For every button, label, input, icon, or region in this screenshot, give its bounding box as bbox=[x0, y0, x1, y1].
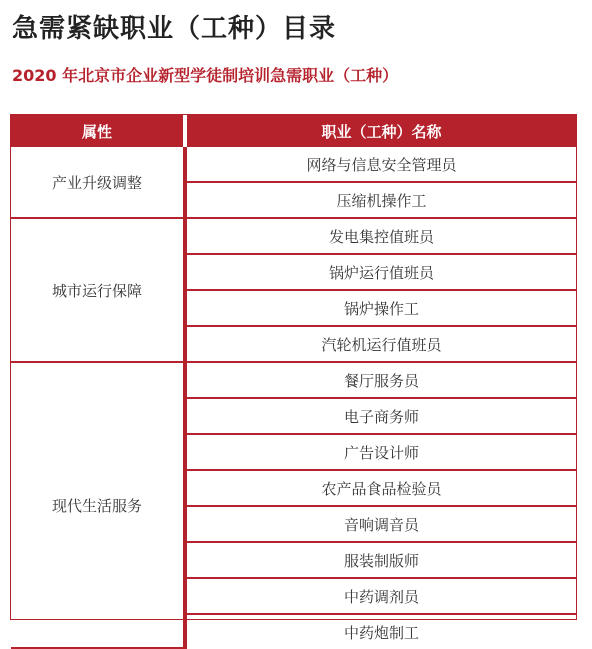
table-row bbox=[11, 219, 576, 255]
occupation-cell: 网络与信息安全管理员 bbox=[187, 147, 576, 183]
occupation-table-container bbox=[10, 114, 577, 642]
occupation-cell: 汽轮机运行值班员 bbox=[187, 327, 576, 363]
header-occupation-name: 职业（工种）名称 bbox=[187, 115, 576, 147]
category-cell: 城市运行保障 bbox=[11, 219, 187, 363]
occupation-cell: 电子商务师 bbox=[187, 399, 576, 435]
occupation-cell: 服装制版师 bbox=[187, 543, 576, 579]
occupation-cell: 音响调音员 bbox=[187, 507, 576, 543]
occupation-cell: 餐厅服务员 bbox=[187, 363, 576, 399]
category-cell: 现代生活服务 bbox=[11, 363, 187, 649]
occupation-cell: 发电集控值班员 bbox=[187, 219, 576, 255]
page-subtitle: 2020 年北京市企业新型学徒制培训急需职业（工种） bbox=[12, 66, 399, 85]
occupation-cell: 中药炮制工 bbox=[343, 623, 419, 642]
table-row bbox=[11, 147, 576, 183]
occupation-cell: 锅炉操作工 bbox=[187, 291, 576, 327]
category-cell: 产业升级调整 bbox=[11, 147, 187, 219]
occupation-cell: 压缩机操作工 bbox=[187, 183, 576, 219]
table-header-row bbox=[11, 115, 576, 147]
page-title: 急需紧缺职业（工种）目录 bbox=[12, 14, 337, 44]
occupation-cell: 中药调剂员 bbox=[187, 579, 576, 615]
occupation-cell: 农产品食品检验员 bbox=[187, 471, 576, 507]
table-row bbox=[11, 363, 576, 399]
occupation-table bbox=[11, 115, 576, 649]
header-attribute: 属性 bbox=[11, 115, 187, 147]
occupation-cell: 锅炉运行值班员 bbox=[187, 255, 576, 291]
occupation-cell: 广告设计师 bbox=[187, 435, 576, 471]
